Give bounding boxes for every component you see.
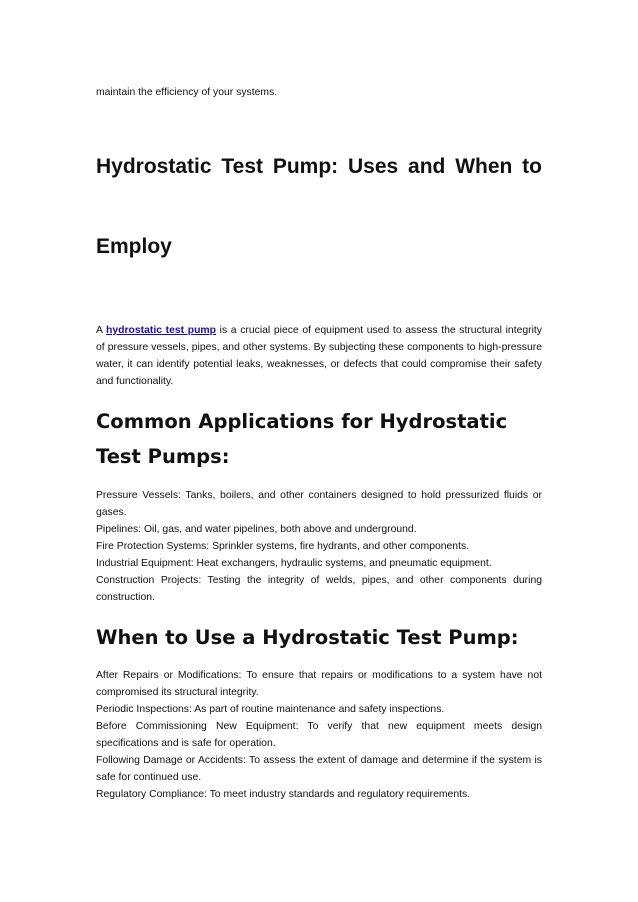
applications-list	[96, 487, 542, 606]
intro-paragraph-prefix: A	[96, 325, 106, 336]
list-item: Pipelines: Oil, gas, and water pipelines, both above and underground.	[96, 524, 417, 535]
when-to-use-list	[96, 667, 542, 803]
list-item: Industrial Equipment: Heat exchangers, hydraulic systems, and pneumatic equipment.	[96, 558, 492, 569]
list-item: Construction Projects: Testing the integrity of welds, pipes, and other components during construction.	[96, 575, 542, 603]
list-item: Pressure Vessels: Tanks, boilers, and other containers designed to hold pressurized fluids or gases.	[96, 490, 542, 518]
list-item: Regulatory Compliance: To meet industry standards and regulatory requirements.	[96, 789, 471, 800]
page-title-line-2: Employ	[96, 235, 172, 258]
page-title-line-1: Hydrostatic Test Pump: Uses and When to	[96, 155, 542, 178]
list-item: After Repairs or Modifications: To ensure that repairs or modifications to a system have not compromised its structural integrity.	[96, 670, 542, 698]
hydrostatic-test-pump-link[interactable]: hydrostatic test pump	[106, 325, 217, 336]
intro-text: maintain the efficiency of your systems.	[96, 87, 278, 98]
list-item: Following Damage or Accidents: To assess the extent of damage and determine if the system is safe for continued use.	[96, 755, 542, 783]
list-item: Before Commissioning New Equipment: To verify that new equipment meets design specifications and is safe for operation.	[96, 721, 542, 749]
list-item: Periodic Inspections: As part of routine maintenance and safety inspections.	[96, 704, 445, 715]
list-item: Fire Protection Systems: Sprinkler systems, fire hydrants, and other components.	[96, 541, 470, 552]
intro-paragraph	[96, 322, 542, 390]
when-to-use-heading: When to Use a Hydrostatic Test Pump:	[96, 626, 519, 649]
applications-heading: Common Applications for Hydrostatic Test Pumps:	[96, 410, 508, 468]
intro-paragraph-rest: is a crucial piece of equipment used to assess the structural integrity of pressure vessels, pipes, and other systems. By subjecting these components to high-pressure water, it can identify potential leaks, weaknesses, or defects that could compromise their safety and functionality.	[96, 325, 543, 387]
